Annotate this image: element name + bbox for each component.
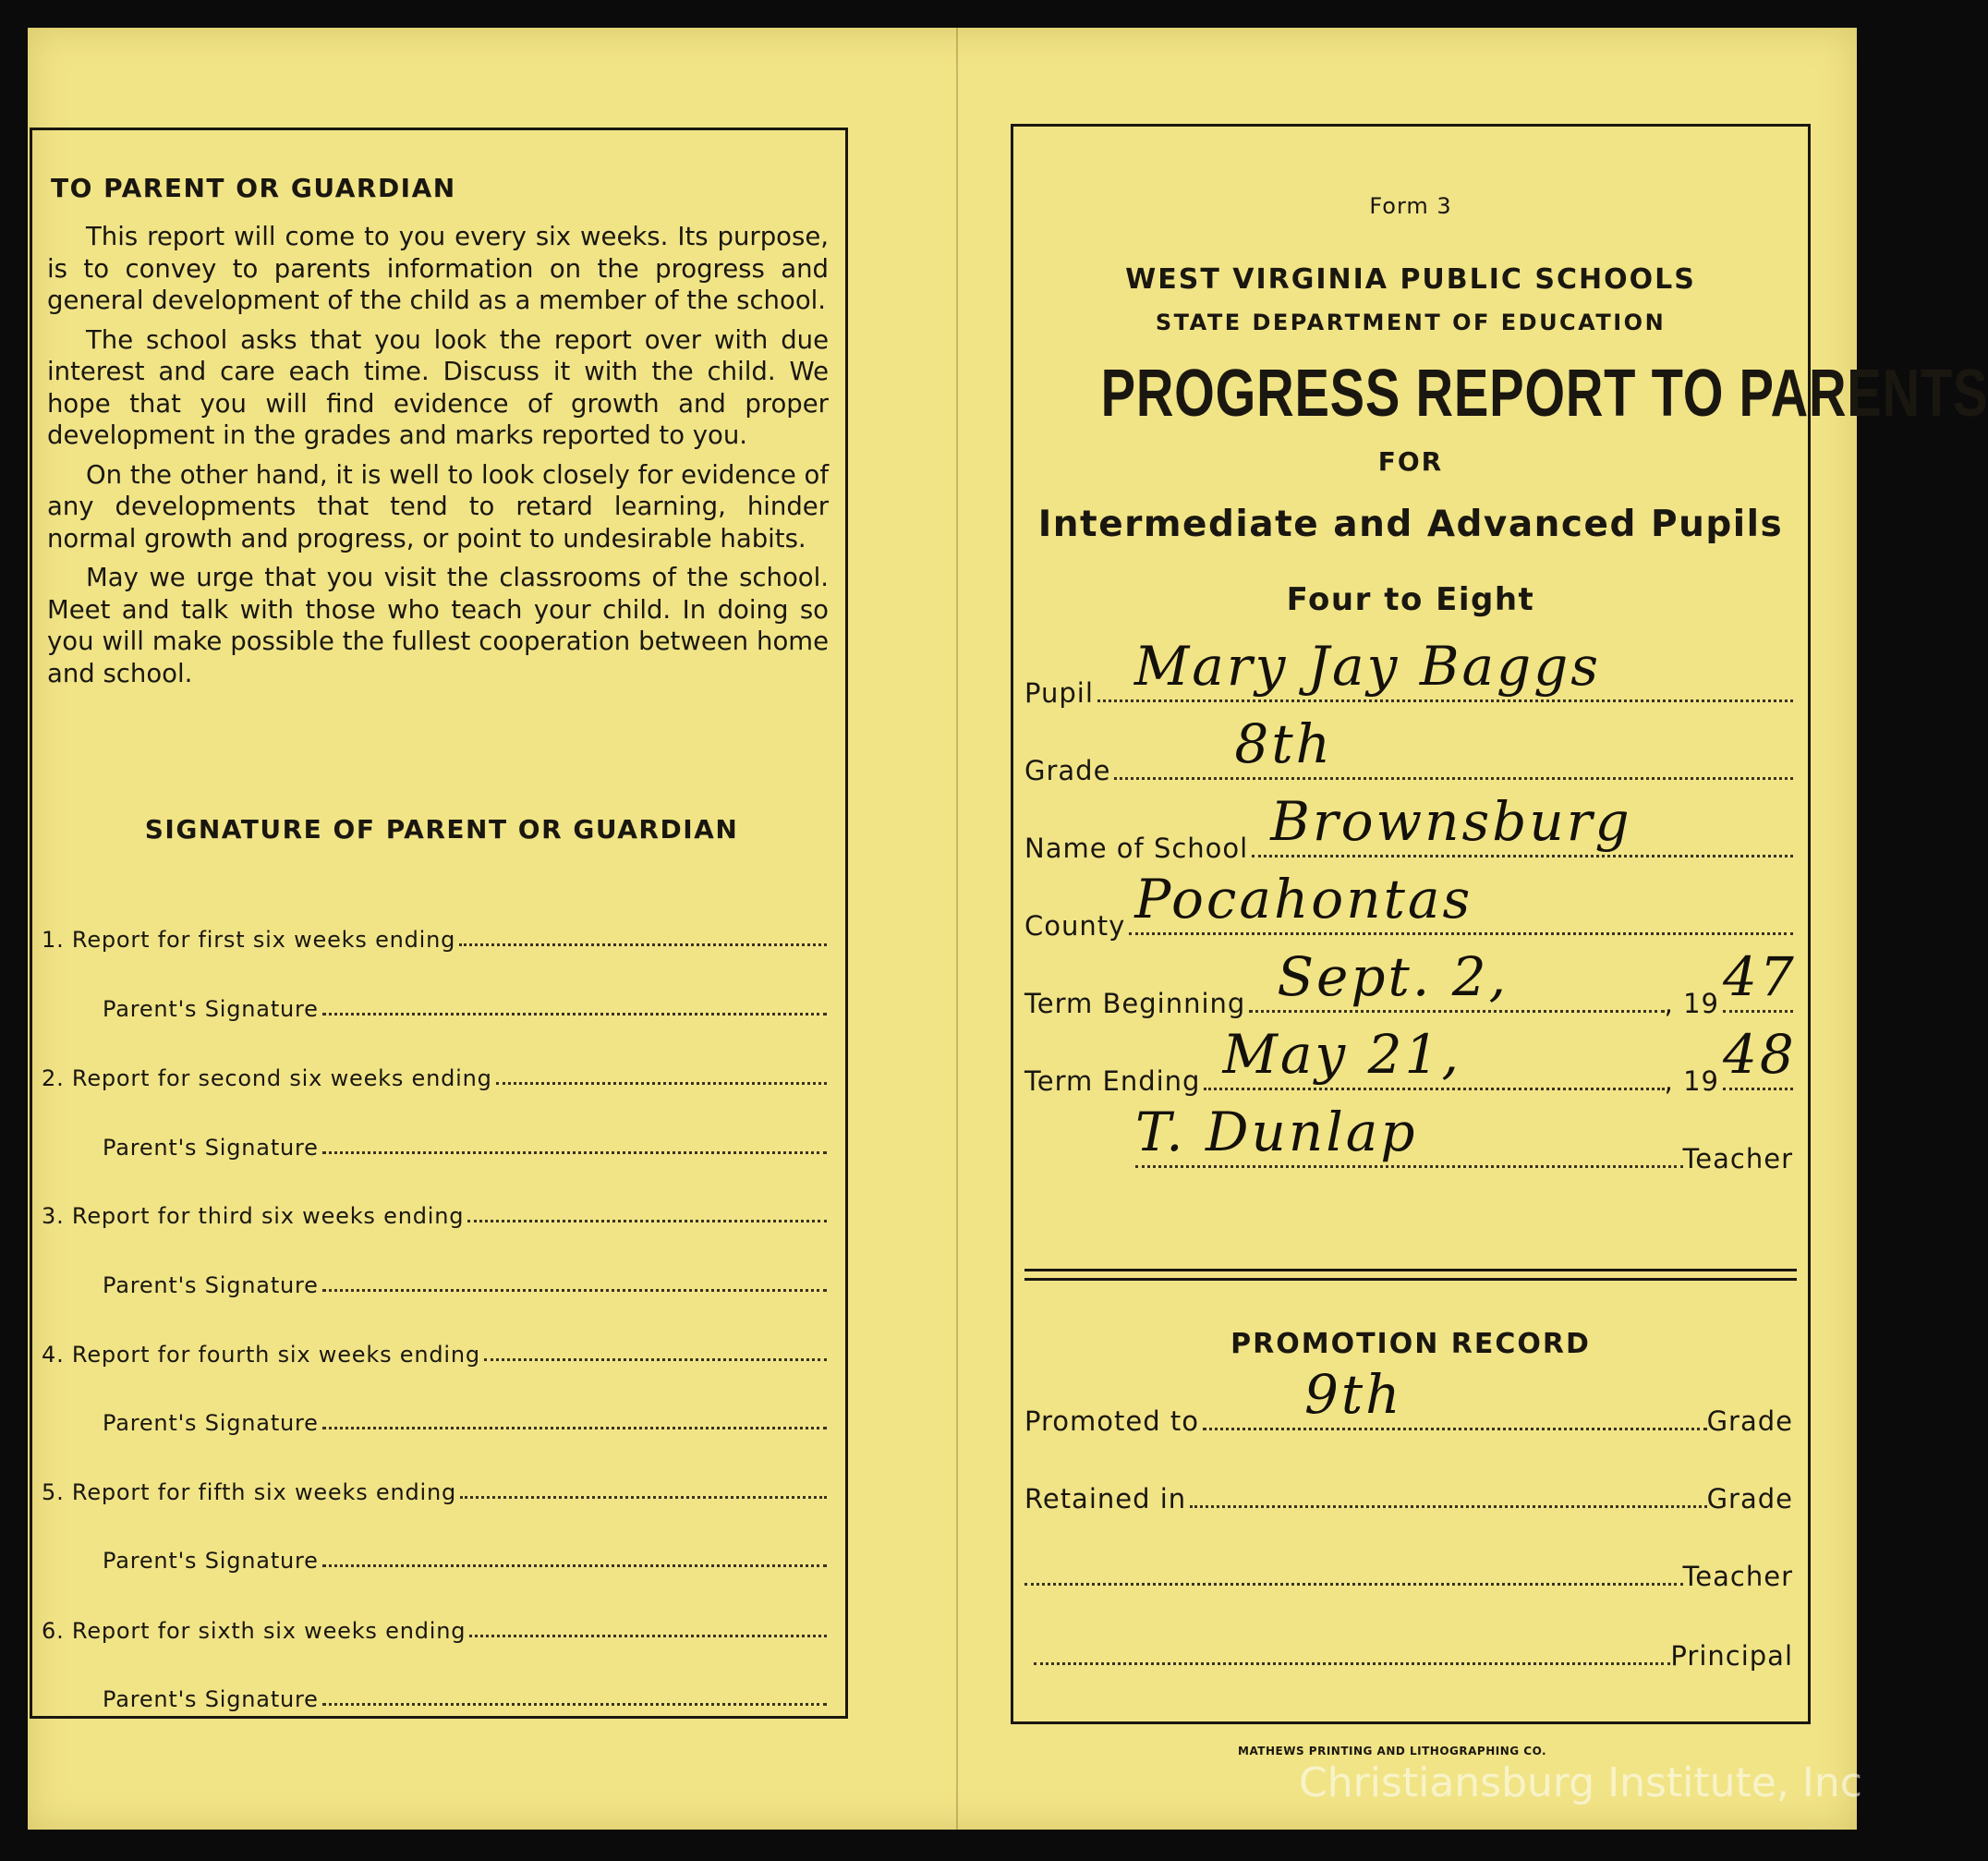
promotion-teacher-line [1024,1582,1683,1586]
promoted-label: Promoted to [1024,1405,1199,1437]
report-line [460,1495,827,1499]
signature-line [322,1012,827,1016]
promotion-teacher-field [1024,1561,1793,1592]
signature-label: Parent's Signature [103,996,319,1022]
school-label: Name of School [1024,833,1249,864]
principal-label: Principal [1670,1640,1793,1672]
grade-field [1024,712,1793,786]
retained-field [1024,1483,1793,1514]
report-line [496,1081,827,1085]
signature-label: Parent's Signature [103,1686,319,1712]
report-label: 2. Report for second six weeks ending [42,1065,492,1091]
promoted-grade-label: Grade [1706,1405,1793,1437]
teacher-label: Teacher [1682,1143,1793,1174]
report-label: 5. Report for fifth six weeks ending [42,1479,457,1505]
county-label: County [1024,910,1126,942]
report-line [467,1219,827,1222]
signature-label: Parent's Signature [103,1410,319,1436]
signature-row-3 [103,1272,827,1298]
report-title: PROGRESS REPORT TO PARENTS [1100,357,1988,431]
parent-guardian-heading: TO PARENT OR GUARDIAN [51,173,456,203]
report-subtitle: Intermediate and Advanced Pupils [1037,504,1784,545]
county-field [1024,868,1793,942]
retained-line [1190,1504,1706,1508]
signature-label: Parent's Signature [103,1272,319,1298]
grade-range: Four to Eight [1286,581,1535,618]
signature-row-5 [103,1548,827,1574]
signature-line [322,1563,827,1567]
promotion-teacher-label: Teacher [1682,1561,1793,1592]
term-beginning-value: Sept. 2, [1277,945,1509,1008]
term-beginning-label: Term Beginning [1024,988,1246,1019]
grade-label: Grade [1024,755,1111,786]
parent-letter [47,221,829,697]
signature-line [322,1288,827,1292]
report-row-6 [42,1618,827,1644]
term-ending-year-prefix: , 19 [1664,1065,1719,1097]
term-ending-label: Term Ending [1024,1065,1201,1097]
letter-paragraph: May we urge that you visit the classrooms of the school. Meet and talk with those who teach your child. In doing so you will make possible the fullest cooperation between home and school. [47,563,829,688]
report-label: 4. Report for fourth six weeks ending [42,1342,480,1368]
cover-panel [1011,124,1988,1724]
county-line [1129,868,1793,935]
for-label: FOR [1377,446,1444,477]
retained-grade-label: Grade [1706,1483,1793,1514]
county-value: Pocahontas [1134,868,1473,930]
term-ending-line [1204,1023,1664,1090]
term-ending-field [1024,1023,1797,1097]
report-line [469,1634,827,1637]
principal-line [1034,1661,1670,1665]
term-beginning-year-prefix: , 19 [1664,988,1719,1019]
report-line [484,1357,827,1361]
letter-paragraph: The school asks that you look the report over with due interest and care each time. Discuss it with the child. We hope that you will find evidence of growth and proper development in the grades and marks reported to you. [47,324,829,450]
term-beginning-field [1024,945,1797,1019]
report-row-1 [42,927,827,953]
signature-row-4 [103,1410,827,1436]
report-row-4 [42,1342,827,1368]
promoted-value: 9th [1303,1363,1403,1426]
parent-guardian-panel [30,128,848,1719]
report-label: 6. Report for sixth six weeks ending [42,1618,467,1644]
signature-row-6 [103,1686,827,1712]
school-field [1024,790,1793,864]
term-beginning-year-value: 47 [1723,945,1797,1008]
signature-line [322,1702,827,1706]
letter-paragraph: This report will come to you every six weeks. Its purpose, is to convey to parents information on the progress and general development of the child as a member of the school. [47,222,829,315]
report-label: 1. Report for first six weeks ending [42,927,456,953]
promoted-field [1024,1363,1793,1437]
grade-line [1114,712,1793,780]
watermark: Christiansburg Institute, Inc [1299,1759,1862,1806]
term-ending-value: May 21, [1222,1023,1461,1086]
divider-rule [1024,1269,1797,1271]
center-fold [956,28,958,1830]
letter-paragraph: On the other hand, it is well to look closely for evidence of any developments that tend to retard learning, hinder normal growth and progress, or point to undesirable habits. [47,459,829,553]
report-row-3 [42,1203,827,1229]
department-line: STATE DEPARTMENT OF EDUCATION [1155,310,1667,335]
teacher-value: T. Dunlap [1135,1101,1418,1163]
signature-row-2 [103,1135,827,1161]
pupil-line [1097,635,1793,702]
report-label: 3. Report for third six weeks ending [42,1203,465,1229]
promoted-line [1203,1363,1707,1430]
term-beginning-line [1249,945,1664,1013]
signature-line [322,1150,827,1154]
school-value: Brownsburg [1270,790,1632,853]
report-card [28,28,1988,1830]
promotion-heading: PROMOTION RECORD [1230,1328,1591,1360]
retained-label: Retained in [1024,1483,1187,1514]
principal-field [1024,1640,1793,1672]
divider-rule [1024,1278,1797,1281]
teacher-line [1135,1101,1683,1168]
pupil-label: Pupil [1024,677,1094,709]
report-line [459,943,827,946]
term-beginning-year-line [1723,945,1797,1013]
printer-mark: MATHEWS PRINTING AND LITHOGRAPHING CO. [1238,1745,1547,1758]
report-row-5 [42,1479,827,1505]
school-line [1252,790,1793,858]
pupil-field [1024,635,1793,709]
form-number: Form 3 [1369,193,1452,219]
state-schools-line: WEST VIRGINIA PUBLIC SCHOOLS [1125,263,1696,296]
signature-label: Parent's Signature [103,1135,319,1161]
report-row-2 [42,1065,827,1091]
signature-row-1 [103,996,827,1022]
signature-heading: SIGNATURE OF PARENT OR GUARDIAN [144,814,739,845]
term-ending-year-value: 48 [1723,1023,1797,1086]
teacher-field [1024,1101,1793,1174]
term-ending-year-line [1723,1023,1797,1090]
grade-value: 8th [1234,712,1333,775]
pupil-value: Mary Jay Baggs [1133,635,1602,698]
signature-line [322,1426,827,1429]
signature-label: Parent's Signature [103,1548,319,1574]
